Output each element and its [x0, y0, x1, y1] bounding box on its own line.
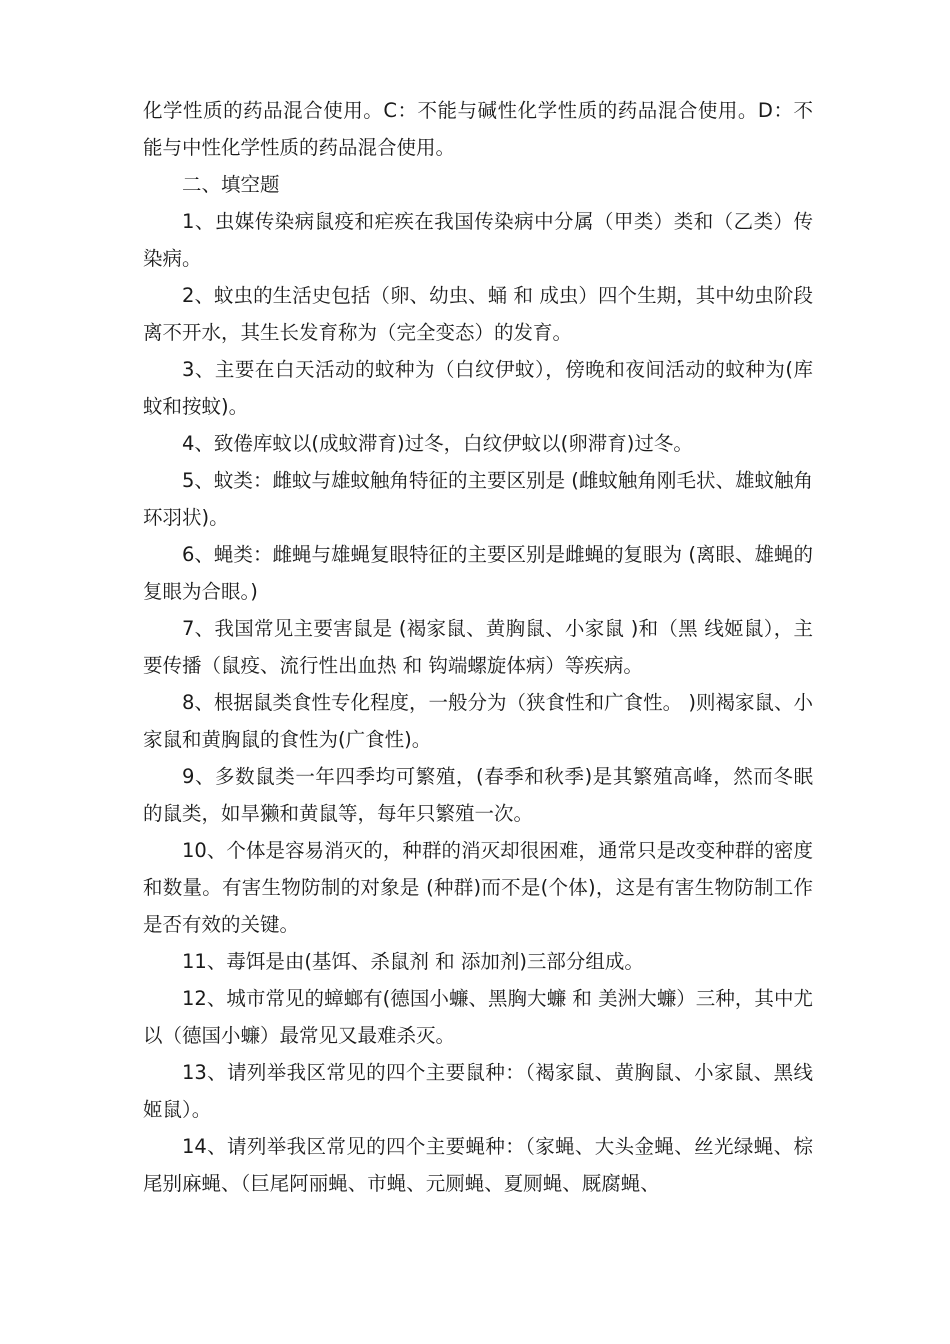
question-2: 2、蚊虫的生活史包括（卵、幼虫、蛹 和 成虫）四个生期，其中幼虫阶段 离不开水，其生长发育称为（完全变态）的发育。 [143, 284, 813, 344]
paragraph-continuation: 化学性质的药品混合使用。C：不能与碱性化学性质的药品混合使用。D：不能与中性化学性质的药品混合使用。 [143, 99, 813, 159]
question-1: 1、虫媒传染病鼠疫和疟疾在我国传染病中分属（甲类）类和（乙类）传染病。 [143, 210, 813, 270]
question-7: 7、我国常见主要害鼠是 (褐家鼠、黄胸鼠、小家鼠 )和（黑 线姬鼠），主要传播（鼠疫、流行性出血热 和 钩端螺旋体病）等疾病。 [143, 617, 813, 677]
question-9: 9、多数鼠类一年四季均可繁殖，(春季和秋季)是其繁殖高峰，然而冬眠的鼠类，如旱獭和黄鼠等，每年只繁殖一次。 [143, 765, 813, 825]
question-5: 5、蚊类：雌蚊与雄蚊触角特征的主要区别是 (雌蚊触角刚毛状、雄蚊触角环羽状)。 [143, 469, 813, 529]
question-14: 14、请列举我区常见的四个主要蝇种：（家蝇、大头金蝇、丝光绿蝇、棕尾别麻蝇、（巨尾阿丽蝇、市蝇、元厕蝇、夏厕蝇、厩腐蝇、 [143, 1135, 813, 1195]
document-body [143, 92, 813, 1202]
question-3: 3、主要在白天活动的蚊种为（白纹伊蚊），傍晚和夜间活动的蚊种为(库蚊和按蚊)。 [143, 358, 813, 418]
question-11: 11、毒饵是由(基饵、杀鼠剂 和 添加剂)三部分组成。 [182, 950, 644, 973]
question-10: 10、个体是容易消灭的，种群的消灭却很困难，通常只是改变种群的密度和数量。有害生物防制的对象是 (种群)而不是(个体)，这是有害生物防制工作是否有效的关键。 [143, 839, 813, 936]
question-13: 13、请列举我区常见的四个主要鼠种：（褐家鼠、黄胸鼠、小家鼠、黑线姬鼠）。 [143, 1061, 813, 1121]
question-4: 4、致倦库蚊以(成蚊滞育)过冬，白纹伊蚊以(卵滞育)过冬。 [182, 432, 693, 455]
question-8: 8、根据鼠类食性专化程度，一般分为（狭食性和广食性。 )则褐家鼠、小家鼠和黄胸鼠的食性为(广食性)。 [143, 691, 813, 751]
question-12: 12、城市常见的蟑螂有(德国小蠊、黑胸大蠊 和 美洲大蠊）三种，其中尤以（德国小蠊）最常见又最难杀灭。 [143, 987, 813, 1047]
question-6: 6、蝇类：雌蝇与雄蝇复眼特征的主要区别是雌蝇的复眼为 (离眼、雄蝇的复眼为合眼。) [143, 543, 813, 603]
section-heading-fill-in-blank: 二、填空题 [182, 173, 280, 196]
